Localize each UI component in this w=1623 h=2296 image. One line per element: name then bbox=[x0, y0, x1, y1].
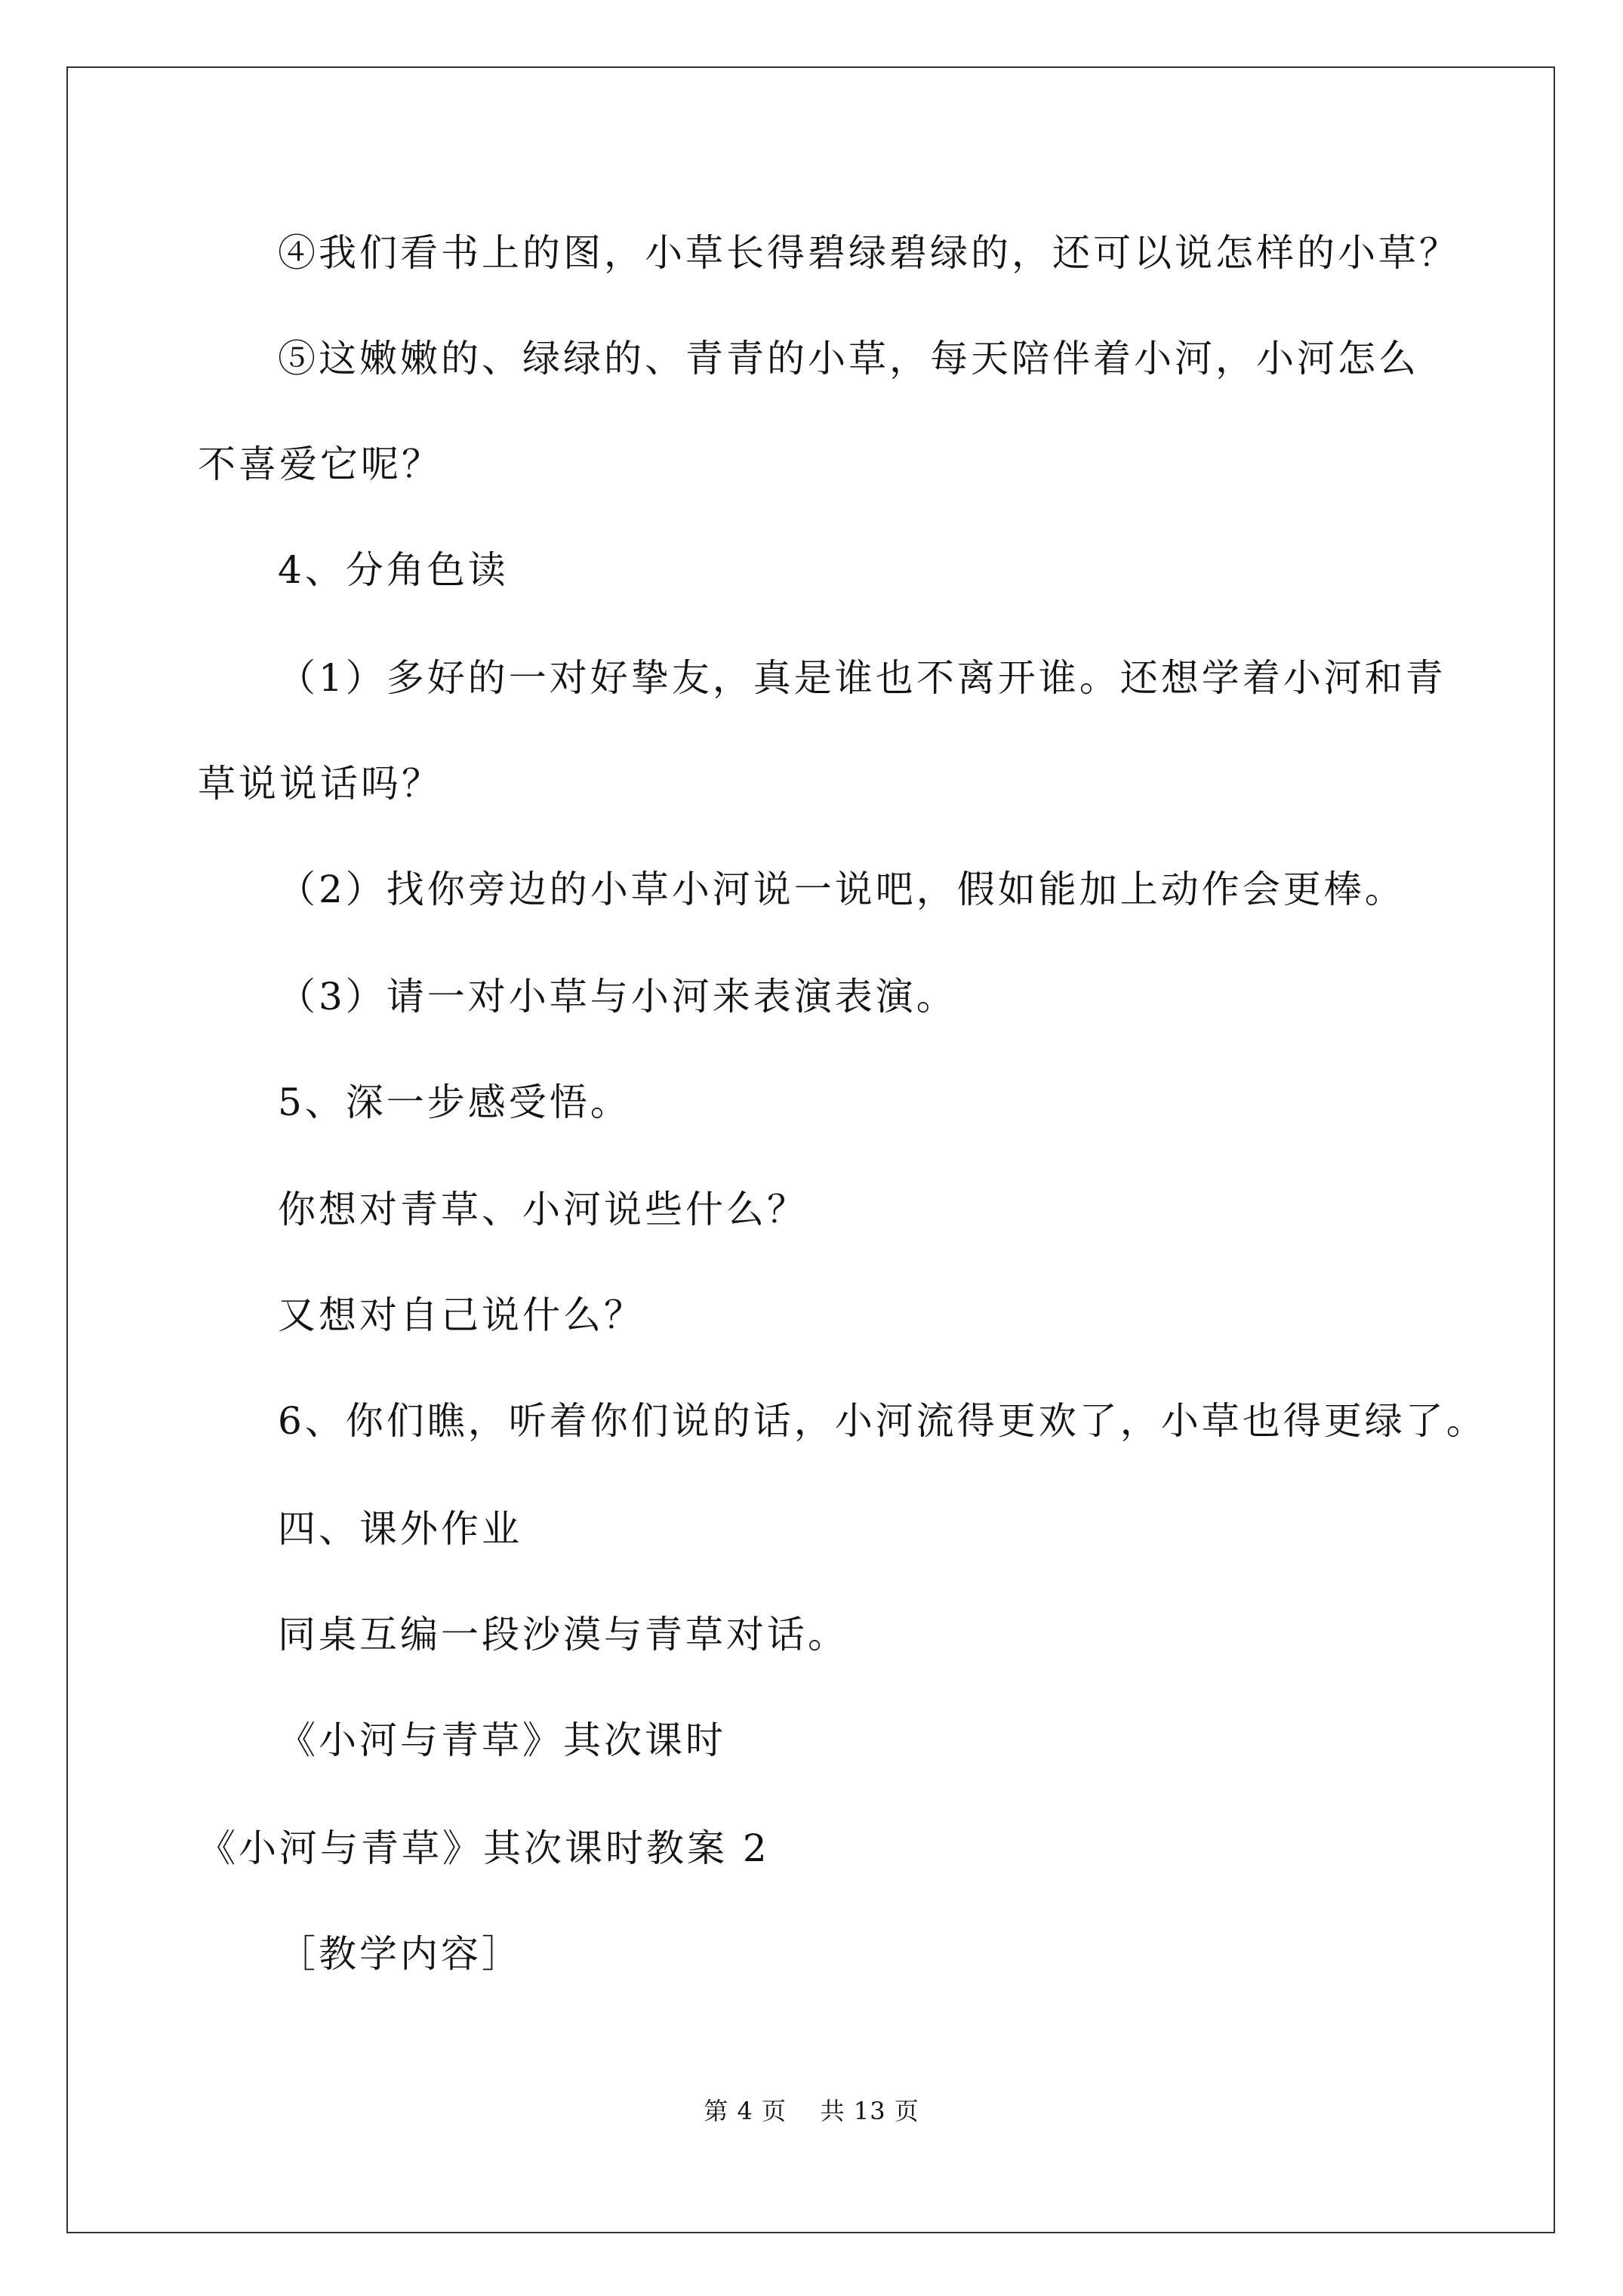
section-heading: 四、课外作业 bbox=[278, 1507, 522, 1551]
paragraph-line: ⑤这嫩嫩的、绿绿的、青青的小草，每天陪伴着小河，小河怎么 bbox=[278, 337, 1419, 381]
paragraph-line: 你想对青草、小河说些什么？ bbox=[278, 1188, 808, 1231]
section-heading: 5、深一步感受悟。 bbox=[278, 1080, 631, 1124]
paragraph-line: ④我们看书上的图，小草长得碧绿碧绿的，还可以说怎样的小草？ bbox=[278, 231, 1460, 275]
paragraph-line: 6、你们瞧，听着你们说的话，小河流得更欢了，小草也得更绿了。 bbox=[278, 1399, 1487, 1443]
paragraph-line: 草说说话吗？ bbox=[198, 762, 442, 806]
paragraph-line: （2）找你旁边的小草小河说一说吧，假如能加上动作会更棒。 bbox=[278, 868, 1406, 911]
section-heading: 4、分角色读 bbox=[278, 548, 509, 592]
section-heading: ［教学内容］ bbox=[278, 1932, 522, 1976]
paragraph-line: （3）请一对小草与小河来表演表演。 bbox=[278, 975, 957, 1019]
paragraph-line: 同桌互编一段沙漠与青草对话。 bbox=[278, 1613, 848, 1657]
page-border bbox=[66, 66, 1555, 2233]
paragraph-line: （1）多好的一对好挚友，真是谁也不离开谁。还想学着小河和青 bbox=[278, 656, 1446, 700]
paragraph-line: 又想对自己说什么？ bbox=[278, 1293, 645, 1337]
document-title: 《小河与青草》其次课时教案 2 bbox=[198, 1826, 770, 1870]
page-number-footer: 第 4 页 共 13 页 bbox=[704, 2097, 919, 2125]
paragraph-line: 不喜爱它呢？ bbox=[198, 442, 442, 486]
paragraph-line: 《小河与青草》其次课时 bbox=[278, 1718, 726, 1762]
